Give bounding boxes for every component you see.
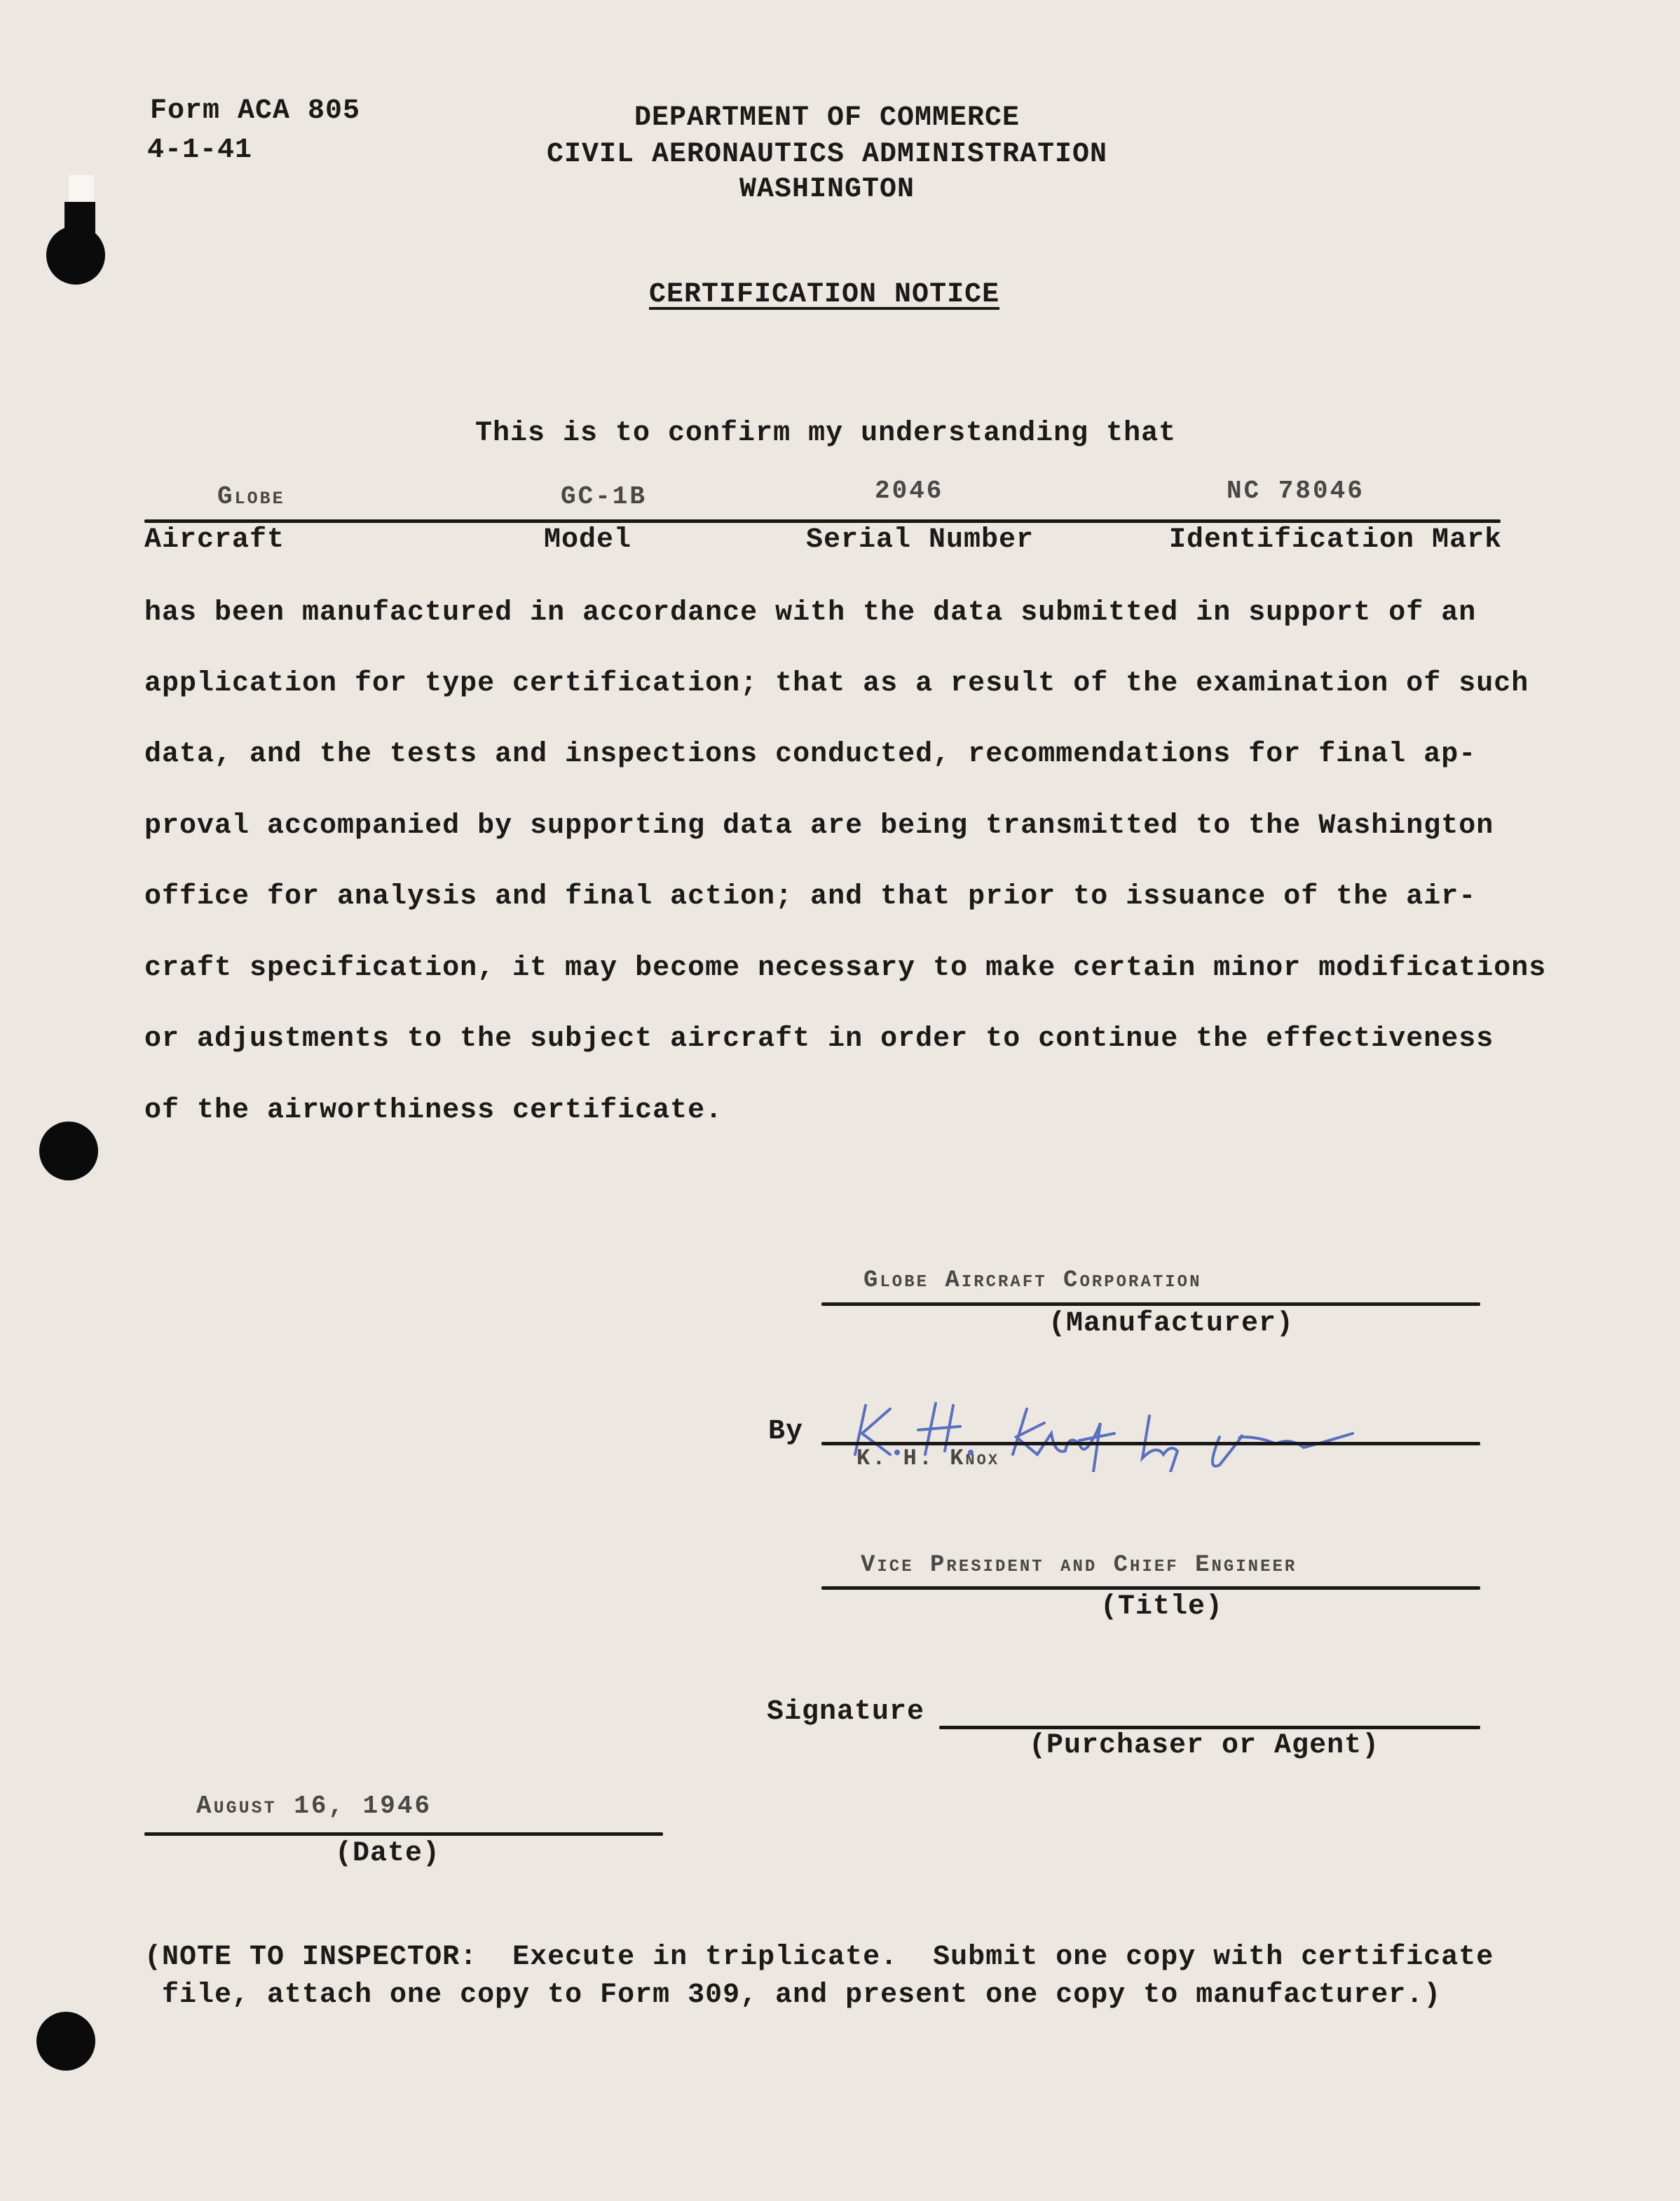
- identification-mark-value: NC 78046: [1227, 477, 1365, 505]
- date-value: August 16, 1946: [196, 1792, 432, 1820]
- signature-input-line[interactable]: [939, 1726, 1480, 1729]
- manufacturer-rule: [821, 1302, 1480, 1306]
- manufacturer-label: (Manufacturer): [1049, 1308, 1295, 1340]
- date-rule: [144, 1832, 663, 1836]
- paper-tear: [69, 175, 94, 205]
- inspector-note-line-2: file, attach one copy to Form 309, and present one copy to manufacturer.): [144, 1979, 1442, 2011]
- body-line-6: craft specification, it may become necessary to make certain minor modifications: [144, 953, 1547, 984]
- header-department: DEPARTMENT OF COMMERCE: [634, 102, 1020, 134]
- paper-tear-dark: [64, 202, 95, 237]
- typed-name: K. H. Knox: [856, 1445, 1000, 1471]
- title-value: Vice President and Chief Engineer: [861, 1552, 1297, 1579]
- body-line-2: application for type certification; that as a result of the examination of such: [144, 668, 1529, 700]
- identification-mark-label: Identification Mark: [1169, 524, 1503, 556]
- date-label: (Date): [335, 1838, 441, 1869]
- body-line-8: of the airworthiness certificate.: [144, 1095, 723, 1126]
- serial-number-value: 2046: [875, 477, 944, 505]
- header-city: WASHINGTON: [739, 174, 915, 205]
- signature-label: Signature: [767, 1696, 925, 1728]
- form-date: 4-1-41: [147, 135, 253, 166]
- purchaser-or-agent-label: (Purchaser or Agent): [1029, 1730, 1380, 1762]
- inspector-note-line-1: (NOTE TO INSPECTOR: Execute in triplicate. Submit one copy with certificate: [144, 1942, 1494, 1973]
- body-line-5: office for analysis and final action; and that prior to issuance of the air-: [144, 881, 1477, 913]
- aircraft-value: Globe: [217, 482, 285, 511]
- body-line-1: has been manufactured in accordance with the data submitted in support of an: [144, 597, 1477, 629]
- form-number: Form ACA 805: [150, 95, 361, 127]
- punch-hole-bottom: [36, 2012, 95, 2071]
- page-title: CERTIFICATION NOTICE: [649, 279, 1000, 311]
- aircraft-label: Aircraft: [144, 524, 285, 556]
- punch-hole-middle: [39, 1122, 98, 1180]
- intro-text: This is to confirm my understanding that: [475, 418, 1177, 449]
- by-label: By: [768, 1416, 804, 1447]
- aircraft-fields-rule: [144, 519, 1501, 523]
- title-rule: [821, 1586, 1480, 1590]
- manufacturer-value: Globe Aircraft Corporation: [863, 1267, 1202, 1294]
- header-administration: CIVIL AERONAUTICS ADMINISTRATION: [546, 139, 1108, 170]
- model-value: GC-1B: [561, 482, 648, 511]
- body-line-3: data, and the tests and inspections conducted, recommendations for final ap-: [144, 739, 1477, 770]
- model-label: Model: [544, 524, 632, 556]
- body-line-7: or adjustments to the subject aircraft in order to continue the effectiveness: [144, 1023, 1494, 1055]
- serial-number-label: Serial Number: [806, 524, 1034, 556]
- title-label: (Title): [1100, 1591, 1224, 1623]
- body-line-4: proval accompanied by supporting data are being transmitted to the Washington: [144, 810, 1494, 842]
